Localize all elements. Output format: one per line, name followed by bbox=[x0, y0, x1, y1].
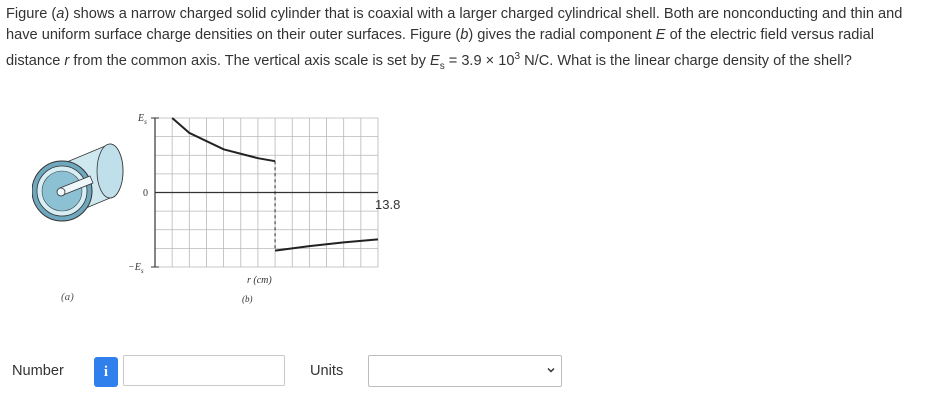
y-zero-label: 0 bbox=[143, 188, 148, 199]
chevron-down-icon bbox=[547, 366, 555, 374]
number-label: Number bbox=[12, 363, 64, 379]
question-text: Figure (a) shows a narrow charged solid cylinder that is coaxial with a larger charged cylindrical shell. Both are nonconducting and thin and have uniform surface charge densities on their outer surfaces. Figure (b) gives the radial component E of the electric field versus radial distance r from the common axis. The vertical axis scale is set by $E_s = 3.9 \times 10^3$ N/C. What is the linear charge density of the shell? bbox=[6, 6, 903, 72]
x-axis-label: r (cm) bbox=[247, 275, 272, 286]
units-select[interactable] bbox=[368, 355, 562, 387]
figure-a-caption: (a) bbox=[61, 291, 74, 303]
y-top-label: $E_s$ bbox=[138, 113, 147, 126]
units-label: Units bbox=[310, 363, 344, 379]
number-input[interactable] bbox=[123, 355, 285, 386]
figure-b-caption: (b) bbox=[242, 294, 253, 304]
info-icon[interactable]: i bbox=[94, 357, 118, 387]
graph-grid bbox=[151, 118, 378, 267]
x-tick-annotation: 13.8 bbox=[375, 197, 401, 212]
y-bottom-label: $-E_s$ bbox=[128, 262, 144, 275]
